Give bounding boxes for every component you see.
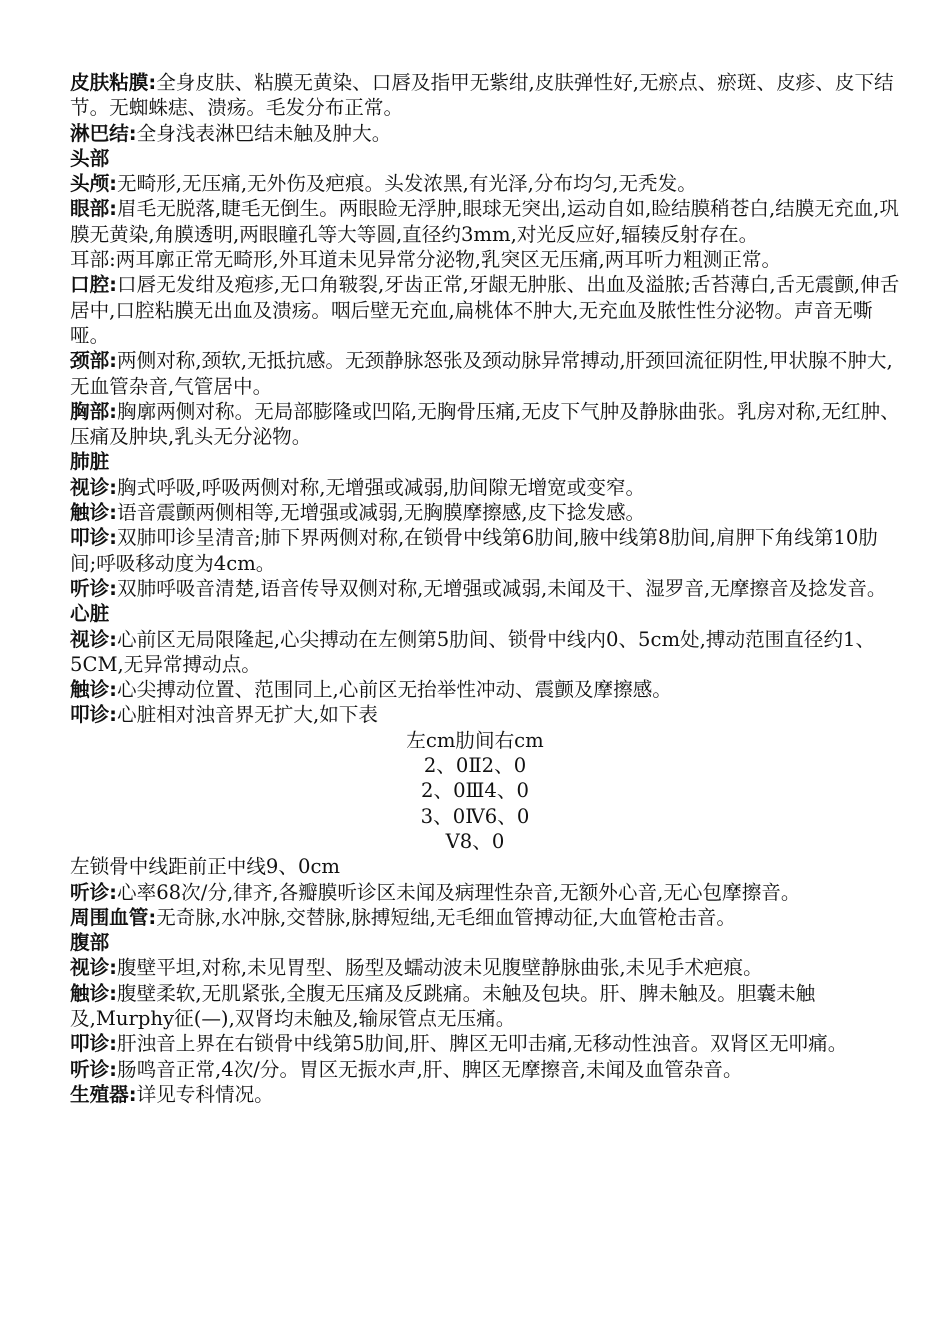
abdomen-inspection-text: 腹壁平坦,对称,未见胃型、肠型及蠕动波未见腹壁静脉曲张,未见手术疤痕。 xyxy=(117,956,763,980)
cardiac-dullness-table xyxy=(70,728,900,854)
skin-paragraph xyxy=(70,70,900,121)
heart-inspection-paragraph xyxy=(70,627,900,678)
lung-palpation-label: 触诊: xyxy=(70,501,118,525)
abdomen-section-title: 腹部 xyxy=(70,931,110,955)
lung-percussion-paragraph xyxy=(70,525,900,576)
eyes-paragraph xyxy=(70,196,900,247)
chest-text: 胸廓两侧对称。无局部膨隆或凹陷,无胸骨压痛,无皮下气肿及静脉曲张。乳房对称,无红肿、压痛及肿块,乳头无分泌物。 xyxy=(70,399,900,449)
exam-record-page xyxy=(70,70,900,1107)
heart-percussion-paragraph xyxy=(70,702,900,727)
abdomen-auscultation-paragraph xyxy=(70,1057,900,1082)
abdomen-inspection-label: 视诊: xyxy=(70,956,118,980)
abdomen-auscultation-label: 听诊: xyxy=(70,1057,118,1081)
skull-text: 无畸形,无压痛,无外伤及疤痕。头发浓黑,有光泽,分布均匀,无秃发。 xyxy=(117,172,697,196)
abdomen-palpation-paragraph xyxy=(70,981,900,1032)
lung-auscultation-text: 双肺呼吸音清楚,语音传导双侧对称,无增强或减弱,未闻及干、湿罗音,无摩擦音及捻发音。 xyxy=(117,576,887,600)
chest-label: 胸部: xyxy=(70,399,118,423)
abdomen-palpation-text: 腹壁柔软,无肌紧张,全腹无压痛及反跳痛。未触及包块。肝、脾未触及。胆囊未触及,Murphy征(—),双肾均未触及,输尿管点无压痛。 xyxy=(70,981,816,1030)
abdomen-palpation-label: 触诊: xyxy=(70,981,118,1005)
heart-auscultation-paragraph xyxy=(70,880,900,905)
lung-auscultation-paragraph xyxy=(70,576,900,601)
vessels-text: 无奇脉,水冲脉,交替脉,脉搏短绌,无毛细血管搏动征,大血管枪击音。 xyxy=(156,905,736,929)
lymph-text: 全身浅表淋巴结未触及肿大。 xyxy=(136,121,392,145)
abdomen-percussion-label: 叩诊: xyxy=(70,1032,118,1056)
chest-paragraph xyxy=(70,399,900,450)
head-section-title: 头部 xyxy=(70,146,110,170)
clavicle-line-note: 左锁骨中线距前正中线9、0cm xyxy=(70,855,341,879)
lung-percussion-label: 叩诊: xyxy=(70,526,118,550)
abdomen-percussion-text: 肝浊音上界在右锁骨中线第5肋间,肝、脾区无叩击痛,无移动性浊音。双肾区无叩痛。 xyxy=(117,1032,848,1056)
mouth-text: 口唇无发绀及疱疹,无口角皲裂,牙齿正常,牙龈无肿胀、出血及溢脓;舌苔薄白,舌无震颤,伸舌居中,口腔粘膜无出血及溃疡。咽后壁无充血,扁桃体不肿大,无充血及脓性性分泌物。声音无嘶哑。 xyxy=(70,273,900,347)
lymph-paragraph xyxy=(70,121,900,146)
heart-auscultation-label: 听诊: xyxy=(70,880,118,904)
vessels-label: 周围血管: xyxy=(70,905,157,929)
lung-inspection-text: 胸式呼吸,呼吸两侧对称,无增强或减弱,肋间隙无增宽或变窄。 xyxy=(117,475,646,499)
lymph-label: 淋巴结: xyxy=(70,121,137,145)
vessels-paragraph xyxy=(70,905,900,930)
lung-percussion-text: 双肺叩诊呈清音;肺下界两侧对称,在锁骨中线第6肋间,腋中线第8肋间,肩胛下角线第10肋间;呼吸移动度为4cm。 xyxy=(70,526,878,575)
lung-inspection-paragraph xyxy=(70,475,900,500)
eyes-label: 眼部: xyxy=(70,197,118,221)
heart-inspection-label: 视诊: xyxy=(70,627,118,651)
heart-inspection-text: 心前区无局限隆起,心尖搏动在左侧第5肋间、锁骨中线内0、5cm处,搏动范围直径约1、5CM,无异常搏动点。 xyxy=(70,627,876,676)
lung-auscultation-label: 听诊: xyxy=(70,576,118,600)
dullness-table-row: 2、0Ⅱ2、0 xyxy=(423,754,527,778)
lung-section-title: 肺脏 xyxy=(70,450,110,474)
skull-paragraph xyxy=(70,171,900,196)
abdomen-inspection-paragraph xyxy=(70,955,900,980)
genital-label: 生殖器: xyxy=(70,1082,137,1106)
heart-palpation-text: 心尖搏动位置、范围同上,心前区无抬举性冲动、震颤及摩擦感。 xyxy=(117,678,672,702)
neck-text: 两侧对称,颈软,无抵抗感。无颈静脉怒张及颈动脉异常搏动,肝颈回流征阴性,甲状腺不肿大,无血管杂音,气管居中。 xyxy=(70,349,893,398)
lung-palpation-paragraph xyxy=(70,500,900,525)
ears-paragraph: 耳部:两耳廓正常无畸形,外耳道未见异常分泌物,乳突区无压痛,两耳听力粗测正常。 xyxy=(70,248,782,272)
genital-text: 详见专科情况。 xyxy=(136,1082,274,1106)
eyes-text: 眉毛无脱落,睫毛无倒生。两眼睑无浮肿,眼球无突出,运动自如,睑结膜稍苍白,结膜无充血,巩膜无黄染,角膜透明,两眼瞳孔等大等圆,直径约3mm,对光反应好,辐辏反射存在。 xyxy=(70,197,899,246)
abdomen-auscultation-text: 肠鸣音正常,4次/分。胃区无振水声,肝、脾区无摩擦音,未闻及血管杂音。 xyxy=(117,1057,743,1081)
dullness-table-header: 左cm肋间右cm xyxy=(406,728,544,752)
lung-palpation-text: 语音震颤两侧相等,无增强或减弱,无胸膜摩擦感,皮下捻发感。 xyxy=(117,501,646,525)
skull-label: 头颅: xyxy=(70,172,118,196)
neck-paragraph xyxy=(70,348,900,399)
dullness-table-row: 2、0Ⅲ4、0 xyxy=(421,779,529,803)
heart-section-title: 心脏 xyxy=(70,602,110,626)
heart-palpation-paragraph xyxy=(70,677,900,702)
genital-paragraph xyxy=(70,1082,900,1107)
skin-label: 皮肤粘膜: xyxy=(70,71,157,94)
mouth-paragraph xyxy=(70,272,900,348)
heart-palpation-label: 触诊: xyxy=(70,678,118,702)
dullness-table-row: Ⅴ8、0 xyxy=(445,829,505,853)
heart-auscultation-text: 心率68次/分,律齐,各瓣膜听诊区未闻及病理性杂音,无额外心音,无心包摩擦音。 xyxy=(117,880,801,904)
dullness-table-row: 3、0Ⅳ6、0 xyxy=(420,804,530,828)
skin-text: 全身皮肤、粘膜无黄染、口唇及指甲无紫绀,皮肤弹性好,无瘀点、瘀斑、皮疹、皮下结节。无蜘蛛痣、溃疡。毛发分布正常。 xyxy=(70,71,894,120)
abdomen-percussion-paragraph xyxy=(70,1031,900,1056)
heart-percussion-text: 心脏相对浊音界无扩大,如下表 xyxy=(117,703,378,727)
lung-inspection-label: 视诊: xyxy=(70,475,118,499)
heart-percussion-label: 叩诊: xyxy=(70,703,118,727)
neck-label: 颈部: xyxy=(70,349,118,373)
mouth-label: 口腔: xyxy=(70,273,118,297)
